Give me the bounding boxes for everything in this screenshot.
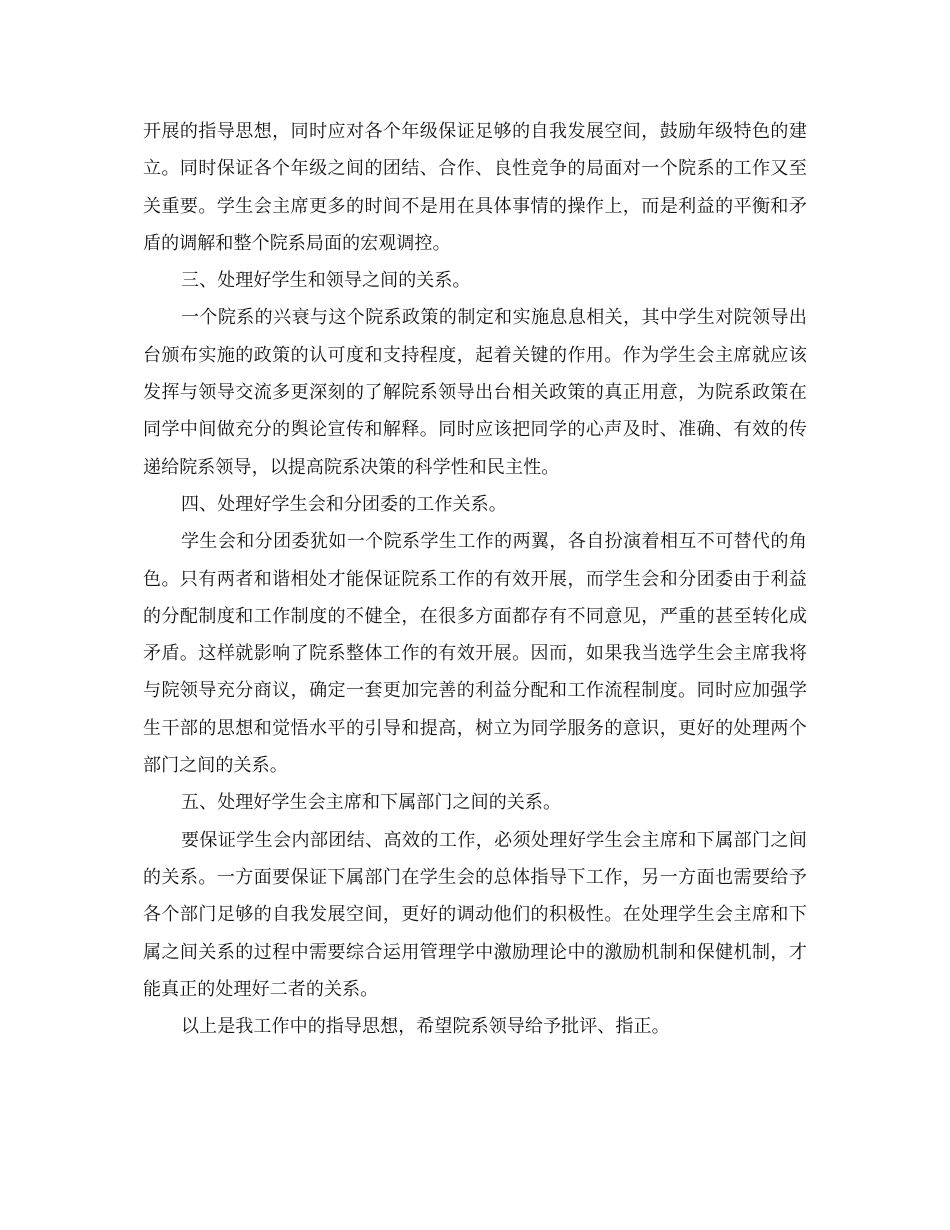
paragraph-closing: 以上是我工作中的指导思想，希望院系领导给予批评、指正。 [181,1016,670,1038]
section-heading-4: 四、处理好学生会和分团委的工作关系。 [181,493,507,515]
paragraph-departments: 要保证学生会内部团结、高效的工作，必须处理好学生会主席和下属部门之间的关系。一方面要保证下属部门在学生会的总体指导下工作，另一方面也需要给予各个部门足够的自我发展空间，更好的调动他们的积极性。在处理学生会主席和下属之间关系的过程中需要综合运用管理学中激励理论中的激励机制和保健机制，才能真正的处理好二者的关系。 [143,829,807,1000]
section-heading-5: 五、处理好学生会主席和下属部门之间的关系。 [181,792,562,814]
paragraph-continuation: 开展的指导思想，同时应对各个年级保证足够的自我发展空间，鼓励年级特色的建立。同时保证各个年级之间的团结、合作、良性竞争的局面对一个院系的工作又至关重要。学生会主席更多的时间不是用在具体事情的操作上，而是利益的平衡和矛盾的调解和整个院系局面的宏观调控。 [143,121,807,254]
section-heading-3: 三、处理好学生和领导之间的关系。 [181,270,471,292]
paragraph-leadership: 一个院系的兴衰与这个院系政策的制定和实施息息相关，其中学生对院领导出台颁布实施的政策的认可度和支持程度，起着关键的作用。作为学生会主席就应该发挥与领导交流多更深刻的了解院系领导出台相关政策的真正用意，为院系政策在同学中间做充分的舆论宣传和解释。同时应该把同学的心声及时、准确、有效的传递给院系领导，以提高院系决策的科学性和民主性。 [143,307,807,478]
paragraph-league-committee: 学生会和分团委犹如一个院系学生工作的两翼，各自扮演着相互不可替代的角色。只有两者和谐相处才能保证院系工作的有效开展，而学生会和分团委由于利益的分配制度和工作制度的不健全，在很多方面都存有不同意见，严重的甚至转化成矛盾。这样就影响了院系整体工作的有效开展。因而，如果我当选学生会主席我将与院领导充分商议，确定一套更加完善的利益分配和工作流程制度。同时应加强学生干部的思想和觉悟水平的引导和提高，树立为同学服务的意识，更好的处理两个部门之间的关系。 [143,531,807,777]
document-body [143,113,807,1045]
